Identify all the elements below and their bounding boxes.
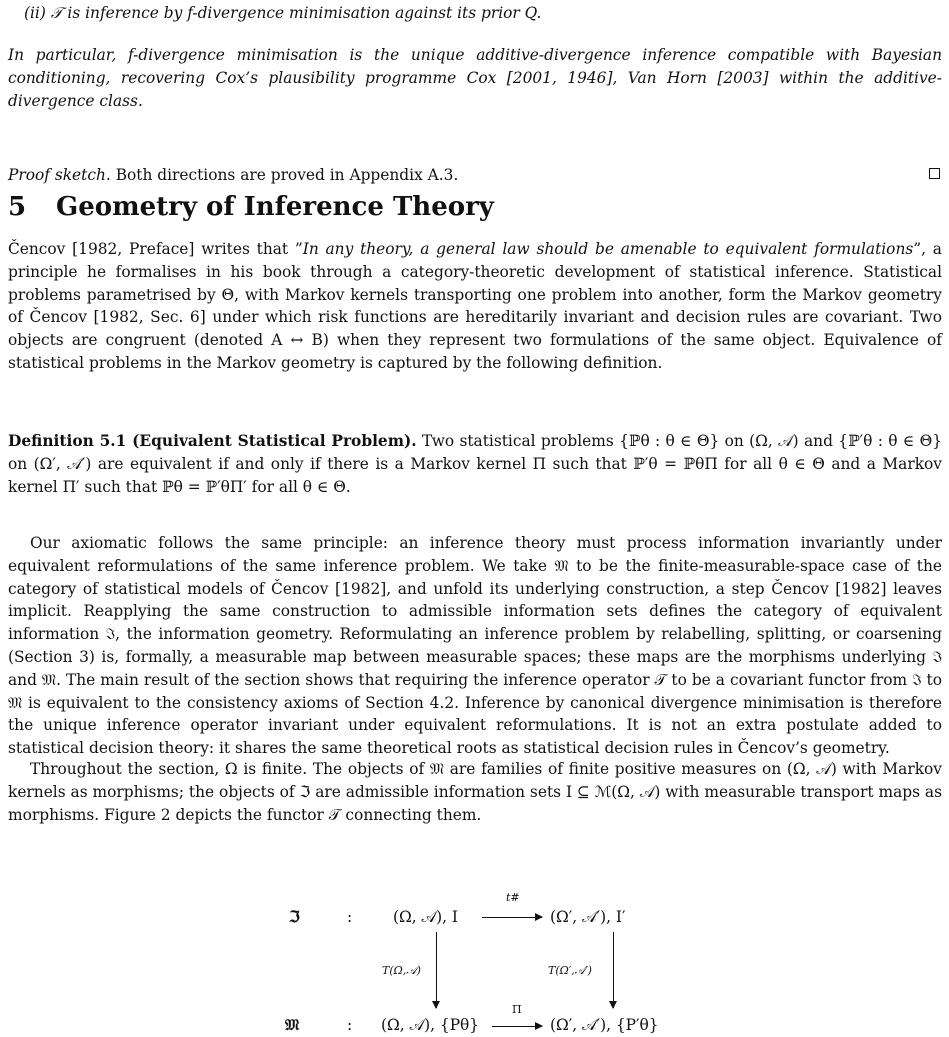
intro-text-1: Čencov [1982, Preface] writes that ”: [8, 240, 303, 258]
left-vertical-arrow: [436, 932, 437, 1008]
intro-paragraph: [8, 238, 942, 375]
bottom-arrow-label: Π: [512, 1003, 522, 1016]
qed-box-icon: [929, 168, 940, 179]
body-paragraph-2-text: Throughout the section, Ω is finite. The objects of 𝔐 are families of finite positive measures on (Ω, 𝒜) with Markov kernels as morphisms; the objects of ℑ are admissible information sets I ⊆ ℳ(Ω, 𝒜) with measurable transport maps as morphisms. Figure 2 depicts the functor 𝒯 connecting them.: [8, 760, 942, 824]
definition-label: Definition 5.1 (Equivalent Statistical Problem).: [8, 432, 417, 450]
top-left-object: (Ω, 𝒜), I: [393, 908, 458, 926]
section-number: 5: [8, 192, 27, 222]
row-colon-bottom: :: [347, 1016, 353, 1034]
proof-text: Both directions are proved in Appendix A.3.: [115, 166, 459, 184]
top-arrow: [482, 917, 542, 918]
body-paragraph-2: [8, 758, 942, 826]
row-colon-top: :: [347, 908, 353, 926]
intro-text-2: ”, a principle he formalises in his book through a category-theoretic development of statistical inference. Statistical problems parametrised by Θ, with Markov kernels transporting one problem into another, form the Markov geometry of Čencov [1982, Sec. 6] under which risk functions are hereditarily invariant and decision rules are covariant. Two objects are congruent (denoted A ↔ B) when they represent two formulations of the same object. Equivalence of statistical problems in the Markov geometry is captured by the following definition.: [8, 240, 942, 372]
right-arrow-label: T(Ω′,𝒜′): [548, 964, 592, 977]
body-paragraph-1-text: Our axiomatic follows the same principle: an inference theory must process information invariantly under equivalent reformulations of the same inference problem. We take 𝔐 to be the finite-measurable-space case of the category of statistical models of Čencov [1982], and unfold its underlying construction, a step Čencov [1982] leaves implicit. Reapplying the same construction to admissible information sets defines the category of equivalent information ℑ, the information geometry. Reformulating an inference problem by relabelling, splitting, or coarsening (Section 3) is, formally, a measurable map between measurable spaces; these maps are the morphisms underlying ℑ and 𝔐. The main result of the section shows that requiring the inference operator 𝒯 to be a covariant functor from ℑ to 𝔐 is equivalent to the consistency axioms of Section 4.2. Inference by canonical divergence minimisation is therefore the unique inference operator invariant under equivalent reformulations. It is not an extra postulate added to statistical decision theory: it shares the same theoretical roots as statistical decision rules in Čencov’s geometry.: [8, 534, 942, 758]
top-right-object: (Ω′, 𝒜′), I′: [550, 908, 626, 926]
section-title: Geometry of Inference Theory: [56, 192, 494, 222]
bottom-right-object: (Ω′, 𝒜′), {P′θ}: [550, 1016, 659, 1034]
section-heading: [8, 188, 494, 226]
theorem-item-ii: (ii) 𝒯 is inference by f-divergence minimisation against its prior Q.: [24, 4, 542, 22]
left-arrow-label: T(Ω,𝒜): [382, 964, 421, 977]
definition-text: Two statistical problems {ℙθ : θ ∈ Θ} on (Ω, 𝒜) and {ℙ′θ : θ ∈ Θ} on (Ω′, 𝒜′) are equivalent if and only if there is a Markov kernel Π such that ℙ′θ = ℙθΠ for all θ ∈ Θ and a Markov kernel Π′ such that ℙθ = ℙ′θΠ′ for all θ ∈ Θ.: [8, 432, 942, 496]
proof-label: Proof sketch.: [8, 166, 111, 184]
functor-diagram: [8, 880, 942, 1035]
definition-5-1: [8, 430, 942, 498]
body-paragraph-1: [8, 532, 942, 760]
proof-sketch: [8, 164, 942, 187]
bottom-arrow: [492, 1026, 542, 1027]
row-label-information: ℑ: [289, 908, 300, 926]
bottom-left-object: (Ω, 𝒜), {Pθ}: [381, 1016, 480, 1034]
row-label-models: 𝔐: [285, 1016, 300, 1034]
top-arrow-label: t#: [506, 891, 520, 904]
right-vertical-arrow: [613, 932, 614, 1008]
remark-paragraph: In particular, f-divergence minimisation is the unique additive-divergence inference compatible with Bayesian conditioning, recovering Cox’s plausibility programme Cox [2001, 1946], Van Horn [2003] within the additive-divergence class.: [8, 46, 942, 110]
intro-quote: In any theory, a general law should be amenable to equivalent formulations: [302, 240, 914, 258]
